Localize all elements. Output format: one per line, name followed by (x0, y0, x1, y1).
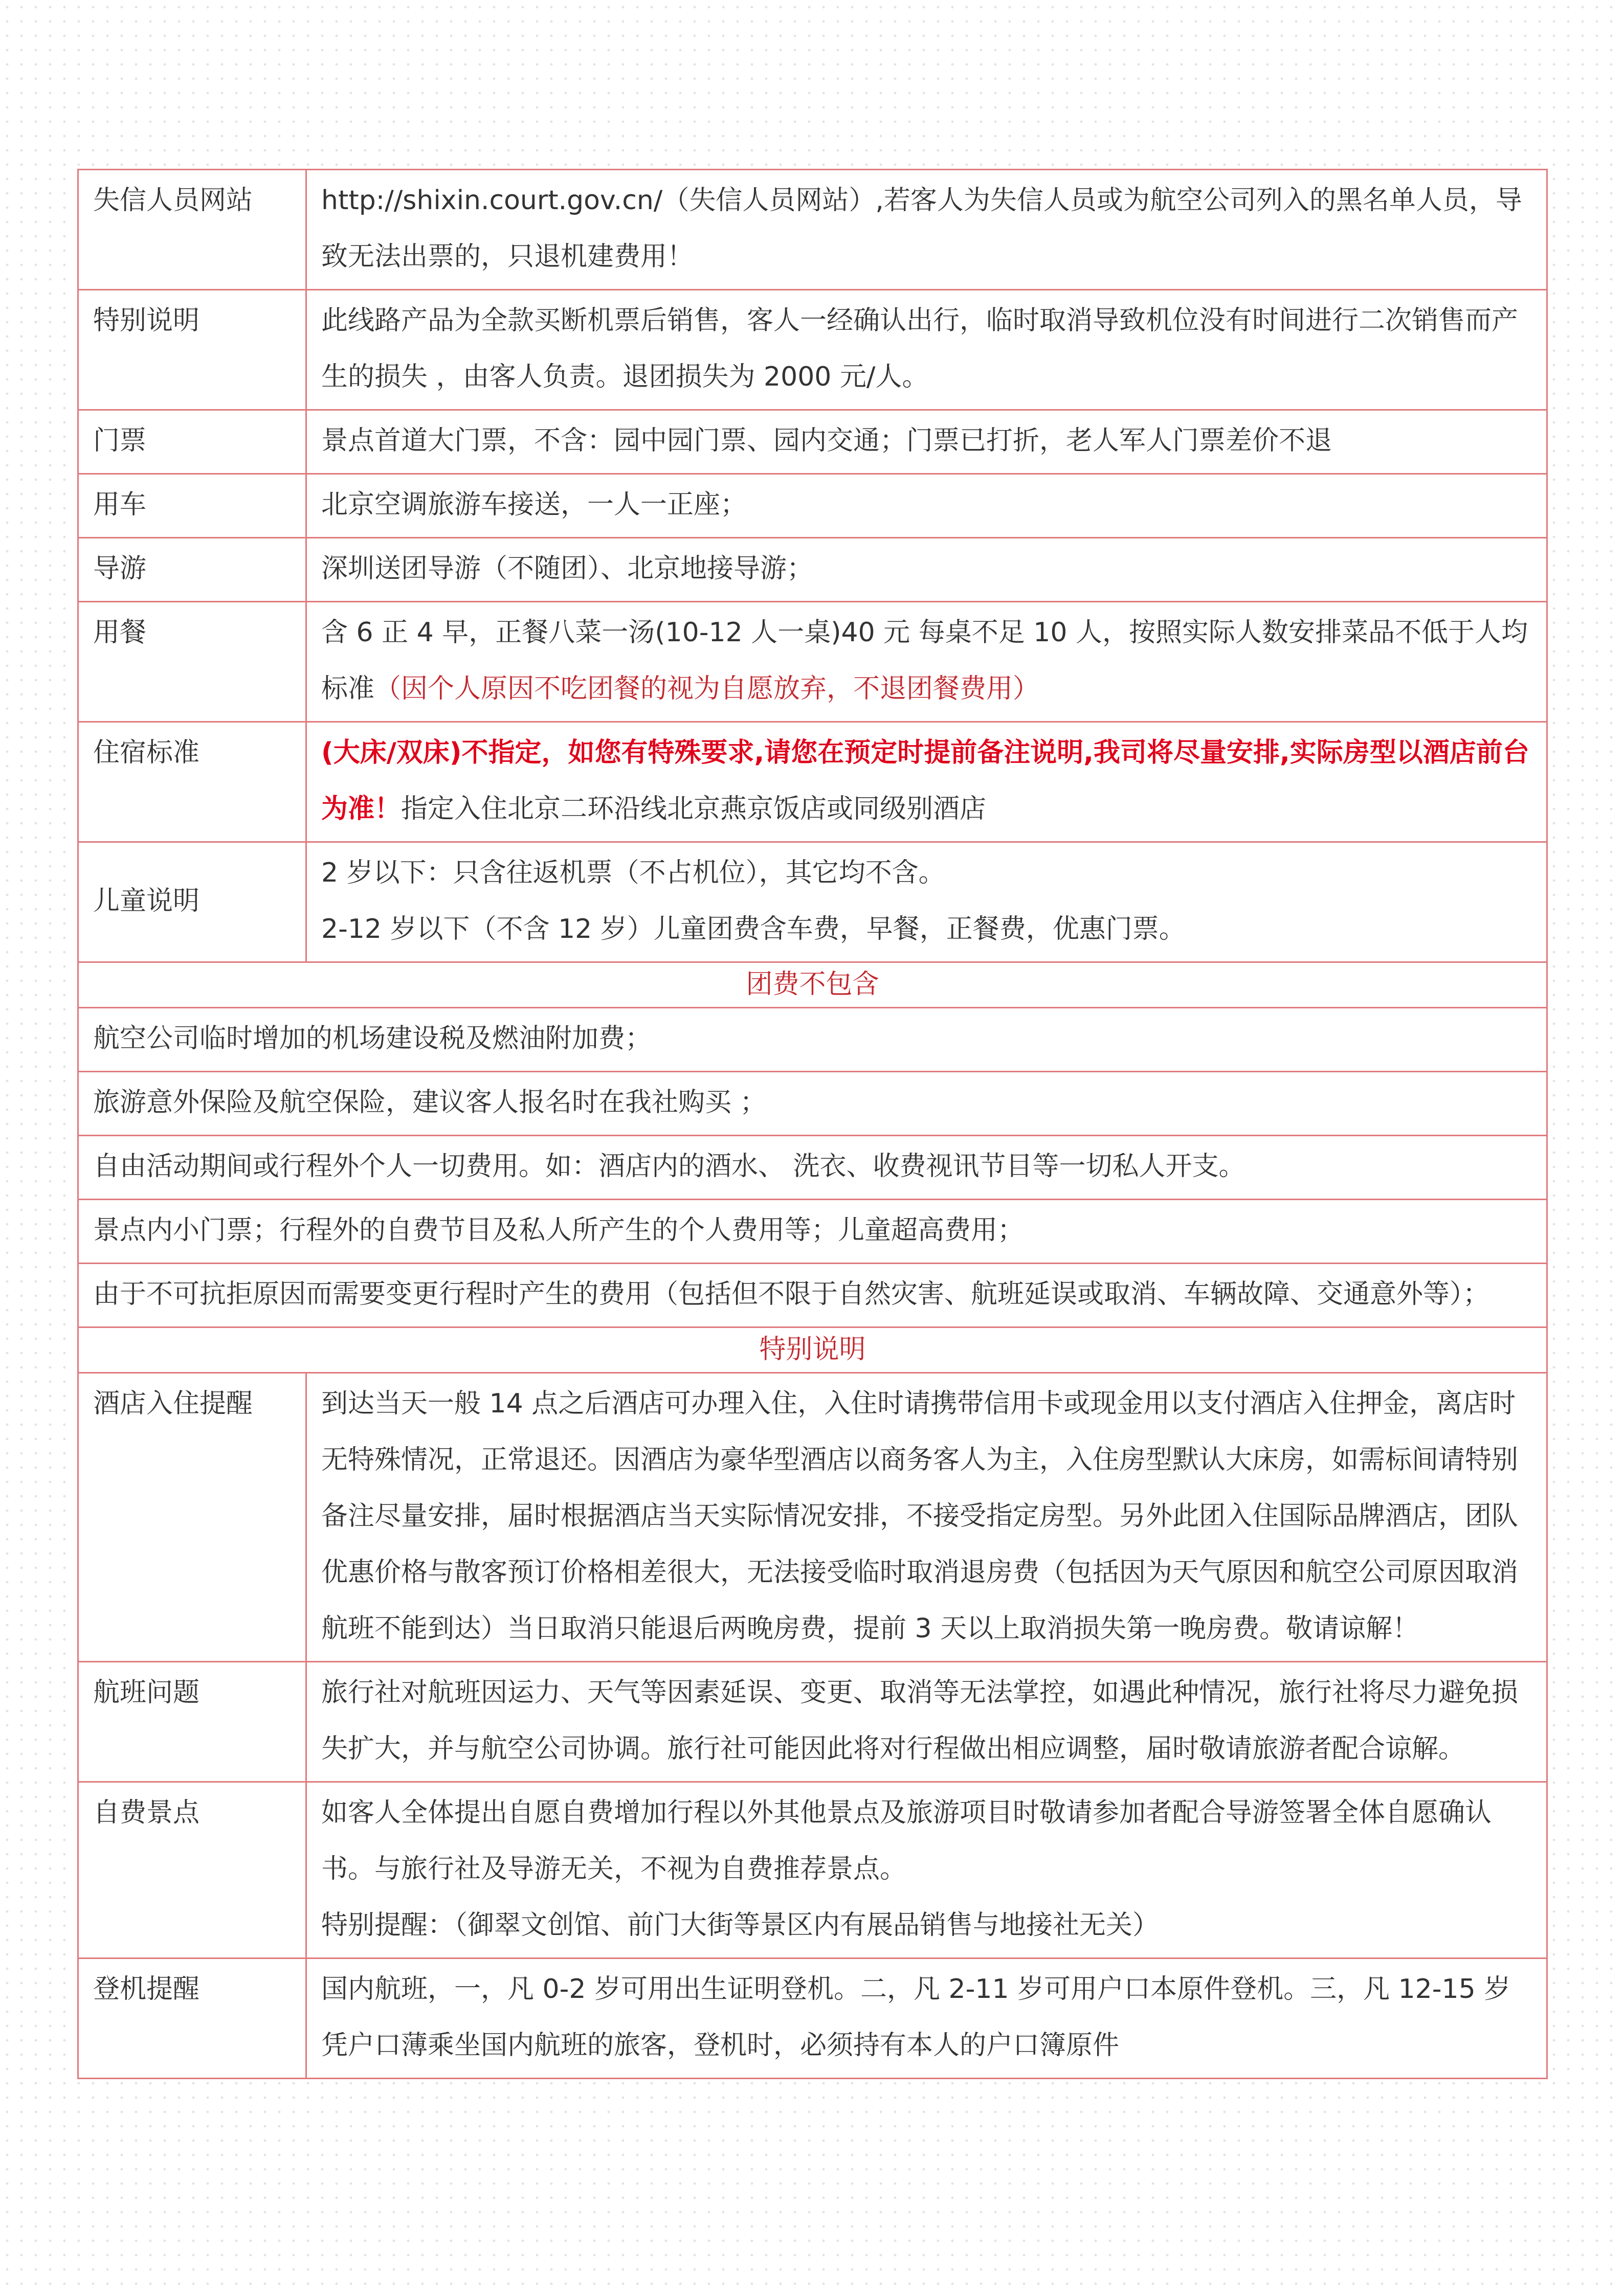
table-row (78, 290, 1547, 410)
row-text: http://shixin.court.gov.cn/（失信人员网站）,若客人为失信人员或为航空公司列入的黑名单人员，导致无法出票的，只退机建费用！ (306, 170, 1547, 290)
row-text-cell (306, 722, 1547, 842)
table-row (78, 1662, 1547, 1782)
row-label: 失信人员网站 (78, 170, 306, 290)
row-text: 指定入住北京二环沿线北京燕京饭店或同级别酒店 (401, 794, 987, 824)
table-row (78, 1072, 1547, 1136)
row-text: 北京空调旅游车接送，一人一正座； (306, 474, 1547, 538)
table-row (78, 1136, 1547, 1200)
excluded-item: 由于不可抗拒原因而需要变更行程时产生的费用（包括但不限于自然灾害、航班延误或取消、车辆故障、交通意外等）； (78, 1264, 1547, 1327)
row-text: 含 6 正 4 早，正餐八菜一汤(10-12 人一桌)40 元 每桌不足 10 人，按照实际人数安排菜品不低于人均标准 (321, 617, 1528, 704)
excluded-item: 景点内小门票；行程外的自费节目及私人所产生的个人费用等；儿童超高费用； (78, 1200, 1547, 1264)
table-row (78, 1782, 1547, 1959)
row-label: 住宿标准 (78, 722, 306, 842)
row-text-cell (306, 602, 1547, 722)
section-title-notes: 特别说明 (78, 1327, 1547, 1373)
section-header-row (78, 1327, 1547, 1373)
row-text: 国内航班，一，凡 0-2 岁可用出生证明登机。二，凡 2-11 岁可用户口本原件登机。三，凡 12-15 岁凭户口薄乘坐国内航班的旅客，登机时，必须持有本人的户口簿原件 (306, 1959, 1547, 2079)
row-text: 此线路产品为全款买断机票后销售，客人一经确认出行，临时取消导致机位没有时间进行二次销售而产生的损失 ，由客人负责。退团损失为 2000 元/人。 (306, 290, 1547, 410)
row-text: 旅行社对航班因运力、天气等因素延误、变更、取消等无法掌控，如遇此种情况，旅行社将尽力避免损失扩大，并与航空公司协调。旅行社可能因此将对行程做出相应调整，届时敬请旅游者配合谅解。 (306, 1662, 1547, 1782)
table-row (78, 1008, 1547, 1072)
row-line: 2-12 岁以下（不含 12 岁）儿童团费含车费，早餐，正餐费，优惠门票。 (321, 914, 1186, 944)
table-row (78, 474, 1547, 538)
row-label: 导游 (78, 538, 306, 602)
table-row (78, 842, 1547, 962)
excluded-item: 航空公司临时增加的机场建设税及燃油附加费； (78, 1008, 1547, 1072)
row-label: 自费景点 (78, 1782, 306, 1959)
row-note: （因个人原因不吃团餐的视为自愿放弃，不退团餐费用） (374, 673, 1040, 704)
row-highlight: (大床/双床)不指定，如您有特殊要求,请您在预定时提前备注说明,我司将尽量安排,实际房型以酒店前台为准！ (321, 737, 1529, 824)
table-row (78, 170, 1547, 290)
section-header-row (78, 962, 1547, 1008)
row-text-cell (306, 1782, 1547, 1959)
row-label: 用车 (78, 474, 306, 538)
row-label: 用餐 (78, 602, 306, 722)
row-extra: 特别提醒：（御翠文创馆、前门大街等景区内有展品销售与地接社无关） (321, 1910, 1160, 1941)
table-row (78, 410, 1547, 474)
row-text: 深圳送团导游（不随团）、北京地接导游； (306, 538, 1547, 602)
table-row (78, 602, 1547, 722)
row-label: 登机提醒 (78, 1959, 306, 2079)
row-line: 2 岁以下：只含往返机票（不占机位），其它均不含。 (321, 858, 945, 888)
table-row (78, 1200, 1547, 1264)
row-label: 酒店入住提醒 (78, 1373, 306, 1662)
table-row (78, 1959, 1547, 2079)
table-row (78, 538, 1547, 602)
excluded-item: 旅游意外保险及航空保险，建议客人报名时在我社购买 ； (78, 1072, 1547, 1136)
row-label: 特别说明 (78, 290, 306, 410)
row-text-cell (306, 842, 1547, 962)
table-row (78, 1264, 1547, 1327)
itinerary-terms-table (77, 169, 1548, 2079)
table-row (78, 722, 1547, 842)
row-text: 到达当天一般 14 点之后酒店可办理入住，入住时请携带信用卡或现金用以支付酒店入住押金，离店时无特殊情况，正常退还。因酒店为豪华型酒店以商务客人为主，入住房型默认大床房，如需标间请特别备注尽量安排，届时根据酒店当天实际情况安排，不接受指定房型。另外此团入住国际品牌酒店，团队优惠价格与散客预订价格相差很大，无法接受临时取消退房费（包括因为天气原因和航空公司原因取消航班不能到达）当日取消只能退后两晚房费，提前 3 天以上取消损失第一晚房费。敬请谅解！ (306, 1373, 1547, 1662)
table-row (78, 1373, 1547, 1662)
section-title-excluded: 团费不包含 (78, 962, 1547, 1008)
row-label: 航班问题 (78, 1662, 306, 1782)
row-text: 景点首道大门票，不含：园中园门票、园内交通；门票已打折，老人军人门票差价不退 (306, 410, 1547, 474)
excluded-item: 自由活动期间或行程外个人一切费用。如：酒店内的酒水、 洗衣、收费视讯节目等一切私人开支。 (78, 1136, 1547, 1200)
row-label: 门票 (78, 410, 306, 474)
row-label: 儿童说明 (78, 842, 306, 962)
row-text: 如客人全体提出自愿自费增加行程以外其他景点及旅游项目时敬请参加者配合导游签署全体自愿确认书。与旅行社及导游无关，不视为自费推荐景点。 (321, 1797, 1492, 1884)
